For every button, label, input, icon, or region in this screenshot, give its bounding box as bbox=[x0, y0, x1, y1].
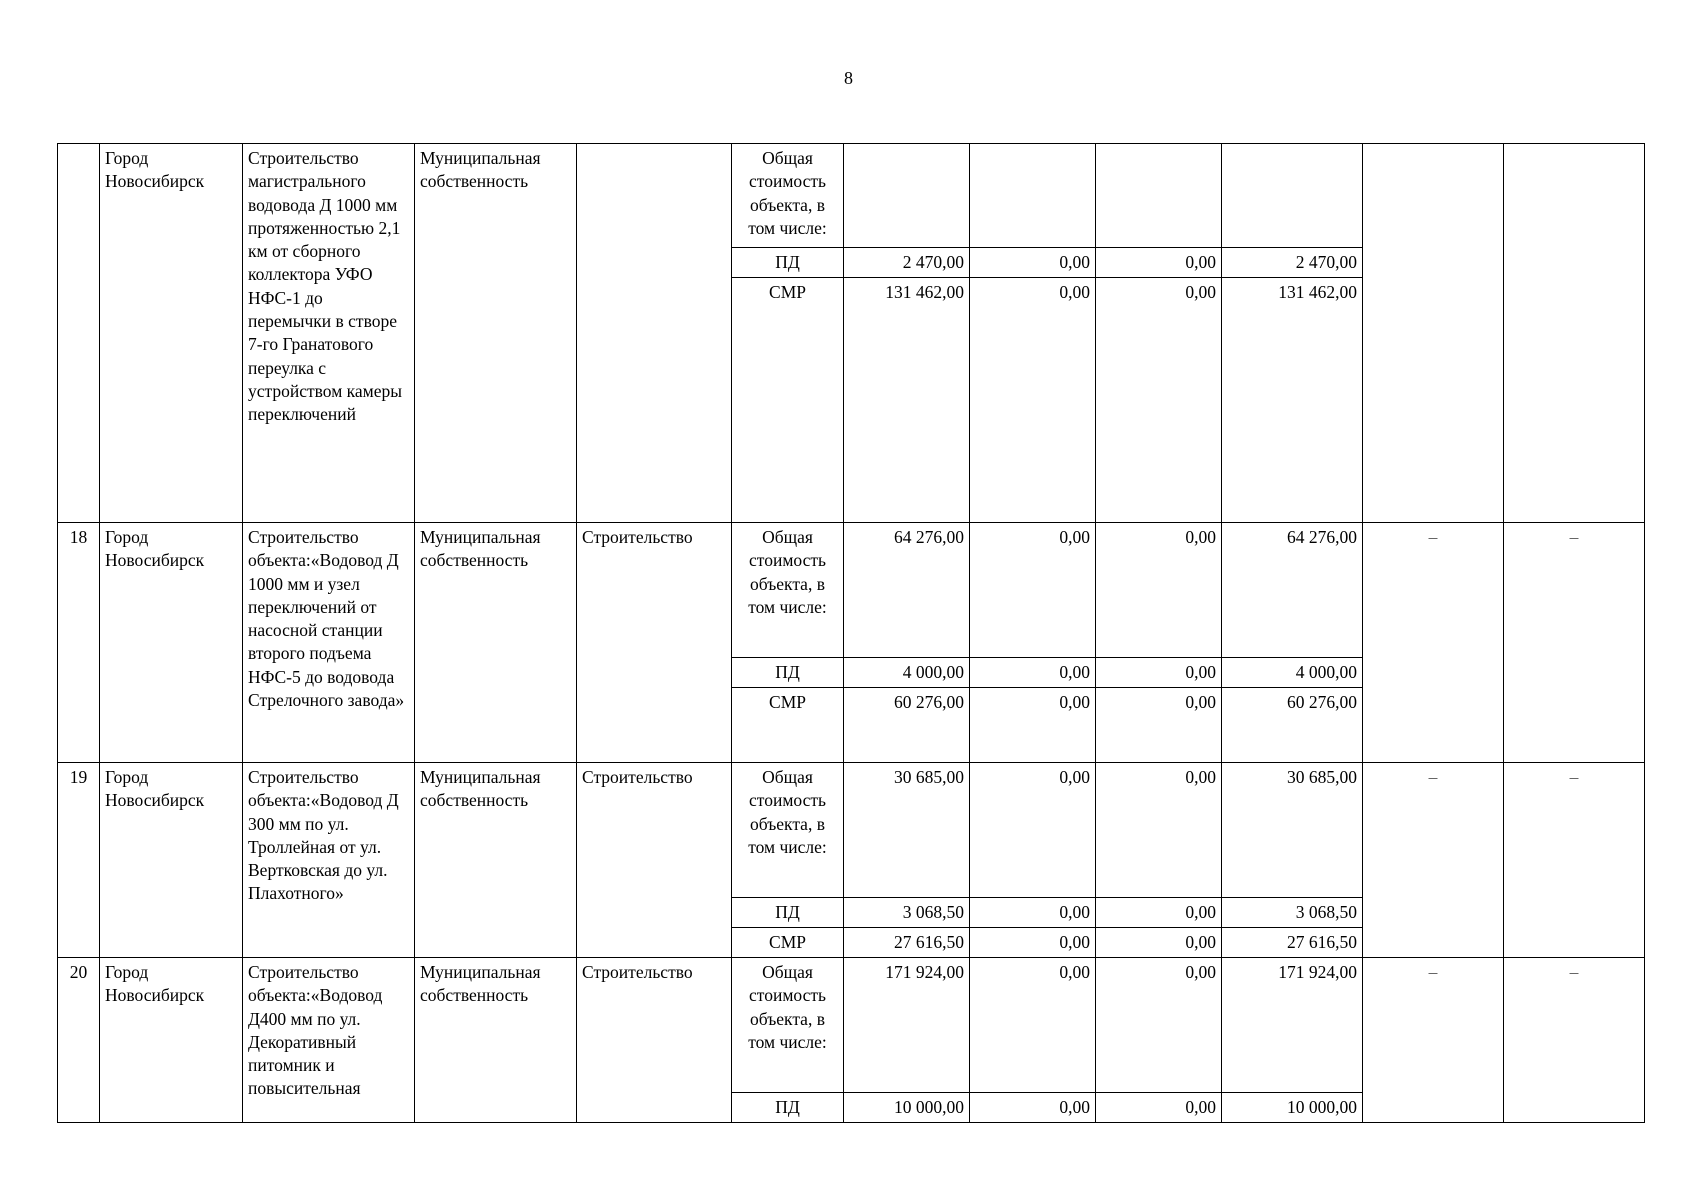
smr-value-cell: 131 462,00 bbox=[844, 278, 970, 523]
smr-value-cell: 0,00 bbox=[970, 688, 1096, 763]
total-value-cell bbox=[1096, 144, 1222, 248]
ownership-cell: Муниципальная собственность bbox=[415, 763, 577, 958]
total-value-cell: 0,00 bbox=[1096, 958, 1222, 1093]
object-name-cell: Строительство объекта:«Водовод Д 1000 мм и узел переключений от насосной станции второго подъема НФС-5 до водовода Стрелочного завода» bbox=[243, 523, 415, 763]
smr-value-cell: 0,00 bbox=[970, 278, 1096, 523]
work-type-cell: Строительство bbox=[577, 523, 732, 763]
smr-value-cell: 27 616,50 bbox=[1222, 928, 1363, 958]
table-row bbox=[58, 144, 1645, 248]
total-value-cell: 64 276,00 bbox=[1222, 523, 1363, 658]
smr-label-cell: СМР bbox=[732, 278, 844, 523]
smr-value-cell: 0,00 bbox=[1096, 688, 1222, 763]
pd-value-cell: 4 000,00 bbox=[844, 658, 970, 688]
pd-label-cell: ПД bbox=[732, 1093, 844, 1123]
object-name-cell: Строительство объекта:«Водовод Д 300 мм по ул. Троллейная от ул. Вертковская до ул. Плахотного» bbox=[243, 763, 415, 958]
total-value-cell: 0,00 bbox=[1096, 523, 1222, 658]
pd-value-cell: 10 000,00 bbox=[1222, 1093, 1363, 1123]
row-number: 19 bbox=[58, 763, 100, 958]
total-value-cell: 30 685,00 bbox=[1222, 763, 1363, 898]
pd-value-cell: 0,00 bbox=[970, 1093, 1096, 1123]
total-value-cell bbox=[844, 144, 970, 248]
total-value-cell: 171 924,00 bbox=[1222, 958, 1363, 1093]
pd-value-cell: 0,00 bbox=[970, 658, 1096, 688]
pd-value-cell: 0,00 bbox=[1096, 248, 1222, 278]
object-name-cell: Строительство магистрального водовода Д 1000 мм протяженностью 2,1 км от сборного коллектора УФО НФС-1 до перемычки в створе 7-го Гранатового переулка с устройством камеры переключений bbox=[243, 144, 415, 523]
extra-cell: – bbox=[1363, 763, 1504, 958]
ownership-cell: Муниципальная собственность bbox=[415, 144, 577, 523]
table-row bbox=[58, 958, 1645, 1093]
pd-value-cell: 0,00 bbox=[1096, 1093, 1222, 1123]
page-number: 8 bbox=[844, 68, 853, 88]
ownership-cell: Муниципальная собственность bbox=[415, 523, 577, 763]
total-value-cell: 171 924,00 bbox=[844, 958, 970, 1093]
pd-label-cell: ПД bbox=[732, 248, 844, 278]
work-type-cell: Строительство bbox=[577, 763, 732, 958]
pd-label-cell: ПД bbox=[732, 898, 844, 928]
total-value-cell: 0,00 bbox=[970, 523, 1096, 658]
pd-value-cell: 0,00 bbox=[1096, 658, 1222, 688]
extra-cell: – bbox=[1363, 958, 1504, 1123]
row-number: 18 bbox=[58, 523, 100, 763]
total-value-cell: 0,00 bbox=[970, 958, 1096, 1093]
extra-cell bbox=[1504, 144, 1645, 523]
extra-cell: – bbox=[1504, 958, 1645, 1123]
extra-cell bbox=[1363, 144, 1504, 523]
total-value-cell bbox=[970, 144, 1096, 248]
smr-value-cell: 27 616,50 bbox=[844, 928, 970, 958]
total-value-cell: 64 276,00 bbox=[844, 523, 970, 658]
total-value-cell: 0,00 bbox=[1096, 763, 1222, 898]
pd-value-cell: 10 000,00 bbox=[844, 1093, 970, 1123]
table-row bbox=[58, 523, 1645, 658]
city-cell: Город Новосибирск bbox=[100, 144, 243, 523]
extra-cell: – bbox=[1504, 523, 1645, 763]
total-value-cell bbox=[1222, 144, 1363, 248]
ownership-cell: Муниципальная собственность bbox=[415, 958, 577, 1123]
total-value-cell: 0,00 bbox=[970, 763, 1096, 898]
pd-value-cell: 0,00 bbox=[970, 898, 1096, 928]
pd-value-cell: 4 000,00 bbox=[1222, 658, 1363, 688]
smr-label-cell: СМР bbox=[732, 688, 844, 763]
work-type-cell bbox=[577, 144, 732, 523]
extra-cell: – bbox=[1504, 763, 1645, 958]
smr-value-cell: 0,00 bbox=[970, 928, 1096, 958]
row-number: 20 bbox=[58, 958, 100, 1123]
total-value-cell: 30 685,00 bbox=[844, 763, 970, 898]
total-label-cell: Общая стоимость объекта, в том числе: bbox=[732, 958, 844, 1093]
pd-value-cell: 0,00 bbox=[970, 248, 1096, 278]
smr-value-cell: 60 276,00 bbox=[844, 688, 970, 763]
pd-value-cell: 2 470,00 bbox=[844, 248, 970, 278]
row-number bbox=[58, 144, 100, 523]
smr-value-cell: 0,00 bbox=[1096, 278, 1222, 523]
work-type-cell: Строительство bbox=[577, 958, 732, 1123]
total-label-cell: Общая стоимость объекта, в том числе: bbox=[732, 144, 844, 248]
pd-label-cell: ПД bbox=[732, 658, 844, 688]
city-cell: Город Новосибирск bbox=[100, 958, 243, 1123]
smr-value-cell: 60 276,00 bbox=[1222, 688, 1363, 763]
pd-value-cell: 3 068,50 bbox=[844, 898, 970, 928]
smr-value-cell: 131 462,00 bbox=[1222, 278, 1363, 523]
extra-cell: – bbox=[1363, 523, 1504, 763]
total-label-cell: Общая стоимость объекта, в том числе: bbox=[732, 523, 844, 658]
pd-value-cell: 3 068,50 bbox=[1222, 898, 1363, 928]
smr-value-cell: 0,00 bbox=[1096, 928, 1222, 958]
pd-value-cell: 0,00 bbox=[1096, 898, 1222, 928]
object-name-cell: Строительство объекта:«Водовод Д400 мм по ул. Декоративный питомник и повысительная bbox=[243, 958, 415, 1123]
city-cell: Город Новосибирск bbox=[100, 523, 243, 763]
city-cell: Город Новосибирск bbox=[100, 763, 243, 958]
investment-objects-table bbox=[57, 143, 1645, 1123]
smr-label-cell: СМР bbox=[732, 928, 844, 958]
pd-value-cell: 2 470,00 bbox=[1222, 248, 1363, 278]
table-row bbox=[58, 763, 1645, 898]
total-label-cell: Общая стоимость объекта, в том числе: bbox=[732, 763, 844, 898]
